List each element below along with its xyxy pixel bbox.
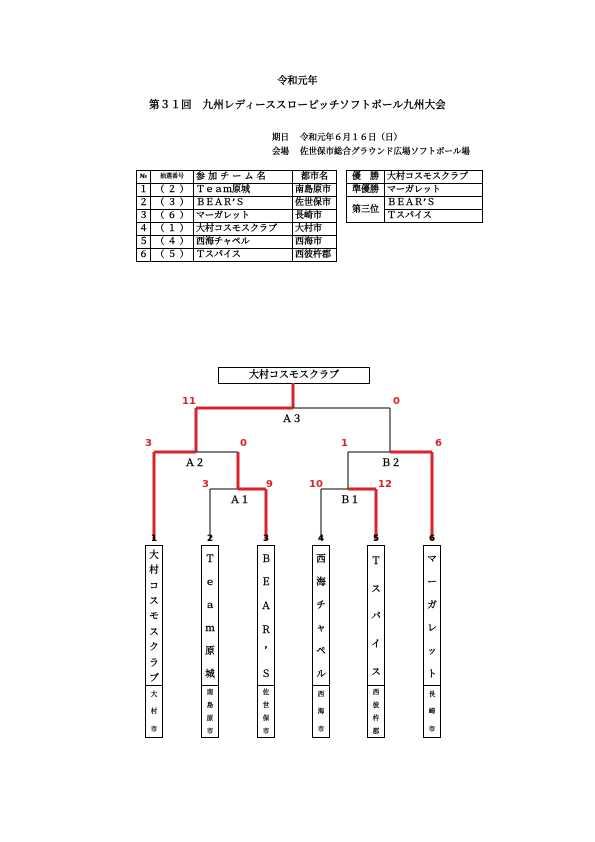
score-b1-left: 10 [309,479,323,490]
slot-city-char: 長 [428,690,436,699]
tournament-title: 第３１回 九州レディーススローピッチソフトボール九州大会 [149,99,446,111]
slot-name-char: ト [427,669,437,681]
date-label: 期日 [272,133,290,143]
slot-name-char: ス [371,583,381,595]
venue-value: 佐世保市総合グラウンド広場ソフトボール場 [300,147,470,157]
slot-name-char: ガ [427,599,437,611]
slot-city-name [202,685,218,737]
slot-name-char: ッ [427,646,437,658]
slot-name-char: イ [371,639,381,651]
score-b1-right: 12 [378,479,392,490]
slot-team-name [258,546,274,685]
slot-city-char: 市 [317,724,325,733]
seed-number: 1 [150,534,158,544]
slot-city-char: 市 [150,724,158,733]
row-no: ４ [137,223,151,236]
slot-city-char: 村 [150,707,158,716]
slot-name-char: Ｓ [261,669,271,681]
slot-name-char: パ [371,611,381,623]
slot-name-char: ス [149,626,159,638]
score-a3-right: 0 [393,396,400,407]
slot-city-char: 崎 [428,707,436,716]
slot-team-name [202,546,218,685]
row-team: 西海チャペル [194,236,293,249]
slot-name-char: 原 [205,646,215,658]
row-team: マーガレット [194,210,293,223]
slot-city-name [424,685,440,737]
slot-city-char: 杵 [372,714,380,722]
slot-name-char: Ａ [261,601,271,613]
row-lot: （ １ ） [151,223,194,236]
round-label-b1: Ｂ１ [340,495,360,506]
slot-city-char: 市 [428,724,436,733]
row-team: Ｔｅａｍ原城 [194,184,293,197]
row-team: ＢＥＡＲ’Ｓ [194,197,293,210]
round-label-a1: Ａ１ [230,495,250,506]
col-city: 都市名 [293,171,337,184]
seed-number: 2 [206,534,214,544]
slot-name-char: Ｂ [261,553,271,565]
slot-city-char: 原 [206,714,214,722]
slot-city-char: 市 [262,727,270,735]
slot-city-name [258,685,274,737]
bracket-slot [423,545,441,738]
slot-name-char: レ [427,623,437,635]
date-value: 令和元年６月１６日（日） [300,133,403,143]
slot-name-char: 大 [149,549,159,561]
row-no: ５ [137,236,151,249]
row-no: １ [137,184,151,197]
row-lot: （ ５ ） [151,249,194,262]
round-label-a3: Ａ３ [282,414,302,425]
slot-team-name [368,546,384,685]
slot-city-char: 大 [150,690,158,699]
row-lot: （ ６ ） [151,210,194,223]
champion-team: 大村コスモスクラブ [385,171,483,184]
score-a1-left: 3 [202,479,209,490]
slot-name-char: ク [149,642,159,654]
slot-city-name [146,685,162,737]
slot-city-char: 西 [372,688,380,696]
bracket-slot [367,545,385,738]
row-city: 長崎市 [293,210,337,223]
slot-city-char: 島 [206,701,214,709]
venue-label: 会場 [272,147,290,157]
seed-number: 4 [317,534,325,544]
bracket-slot [257,545,275,738]
slot-name-char: ス [149,596,159,608]
slot-city-char: 海 [317,707,325,716]
slot-city-char: 彼 [372,701,380,709]
slot-name-char: 村 [149,565,159,577]
slot-city-char: 保 [262,714,270,722]
slot-city-name [313,685,329,737]
slot-name-char: 西 [316,553,326,565]
slot-team-name [424,546,440,685]
runner-up-team: マーガレット [385,184,483,197]
slot-name-char: Ｅ [261,577,271,589]
slot-name-char: モ [149,611,159,623]
third-label: 第三位 [347,197,385,223]
col-lot: 抽選番号 [151,171,194,184]
slot-city-char: 市 [206,727,214,735]
champion-label: 優 勝 [347,171,385,184]
score-b2-left: 1 [341,438,348,449]
score-a3-left: 11 [182,396,196,407]
slot-city-char: 世 [262,701,270,709]
slot-city-char: 郡 [372,727,380,735]
slot-name-char: ブ [149,673,159,685]
third-team: ＢＥＡＲ’Ｓ [385,197,483,210]
row-lot: （ ４ ） [151,236,194,249]
slot-name-char: ペ [316,646,326,658]
slot-name-char: ル [316,669,326,681]
slot-name-char: ａ [205,599,215,611]
bracket-winner-box: 大村コスモスクラブ [218,367,370,384]
slot-name-char: マ [427,553,437,565]
slot-name-char: 城 [205,669,215,681]
slot-name-char: チ [316,599,326,611]
slot-city-char: 南 [206,688,214,696]
row-city: 大村市 [293,223,337,236]
slot-name-char: ’ [264,645,268,657]
col-team: 参 加 チ ー ム 名 [194,171,293,184]
row-city: 西海市 [293,236,337,249]
row-no: ３ [137,210,151,223]
round-label-b2: Ｂ２ [381,458,401,469]
row-city: 西彼杵郡 [293,249,337,262]
seed-number: 6 [428,534,436,544]
row-city: 佐世保市 [293,197,337,210]
slot-name-char: ラ [149,657,159,669]
col-no: № [137,171,151,184]
slot-name-char: ｍ [205,623,215,635]
slot-city-char: 西 [317,690,325,699]
slot-name-char: コ [149,580,159,592]
bracket-slot [145,545,163,738]
bracket-slot [201,545,219,738]
slot-name-char: Ｒ [261,624,271,636]
slot-name-char: ャ [316,623,326,635]
row-team: Ｔスパイス [194,249,293,262]
seed-number: 3 [262,534,270,544]
bracket-slot [312,545,330,738]
row-team: 大村コスモスクラブ [194,223,293,236]
era-title: 令和元年 [277,76,318,87]
slot-name-char: 海 [316,576,326,588]
row-lot: （ ３ ） [151,197,194,210]
slot-team-name [313,546,329,685]
row-lot: （ ２ ） [151,184,194,197]
slot-name-char: Ｔ [371,555,381,567]
slot-team-name [146,546,162,685]
score-a2-left: 3 [145,438,152,449]
third-team: Ｔスパイス [385,210,483,223]
row-no: ６ [137,249,151,262]
row-city: 南島原市 [293,184,337,197]
slot-name-char: Ｔ [205,553,215,565]
slot-city-name [368,685,384,737]
slot-name-char: ｅ [205,576,215,588]
round-label-a2: Ａ２ [185,458,205,469]
row-no: ２ [137,197,151,210]
runner-up-label: 準優勝 [347,184,385,197]
seed-number: 5 [372,534,380,544]
slot-city-char: 佐 [262,688,270,696]
score-b2-right: 6 [435,438,442,449]
score-a1-right: 9 [266,479,273,490]
slot-name-char: ー [427,576,437,588]
slot-name-char: ス [371,667,381,679]
score-a2-right: 0 [240,438,247,449]
